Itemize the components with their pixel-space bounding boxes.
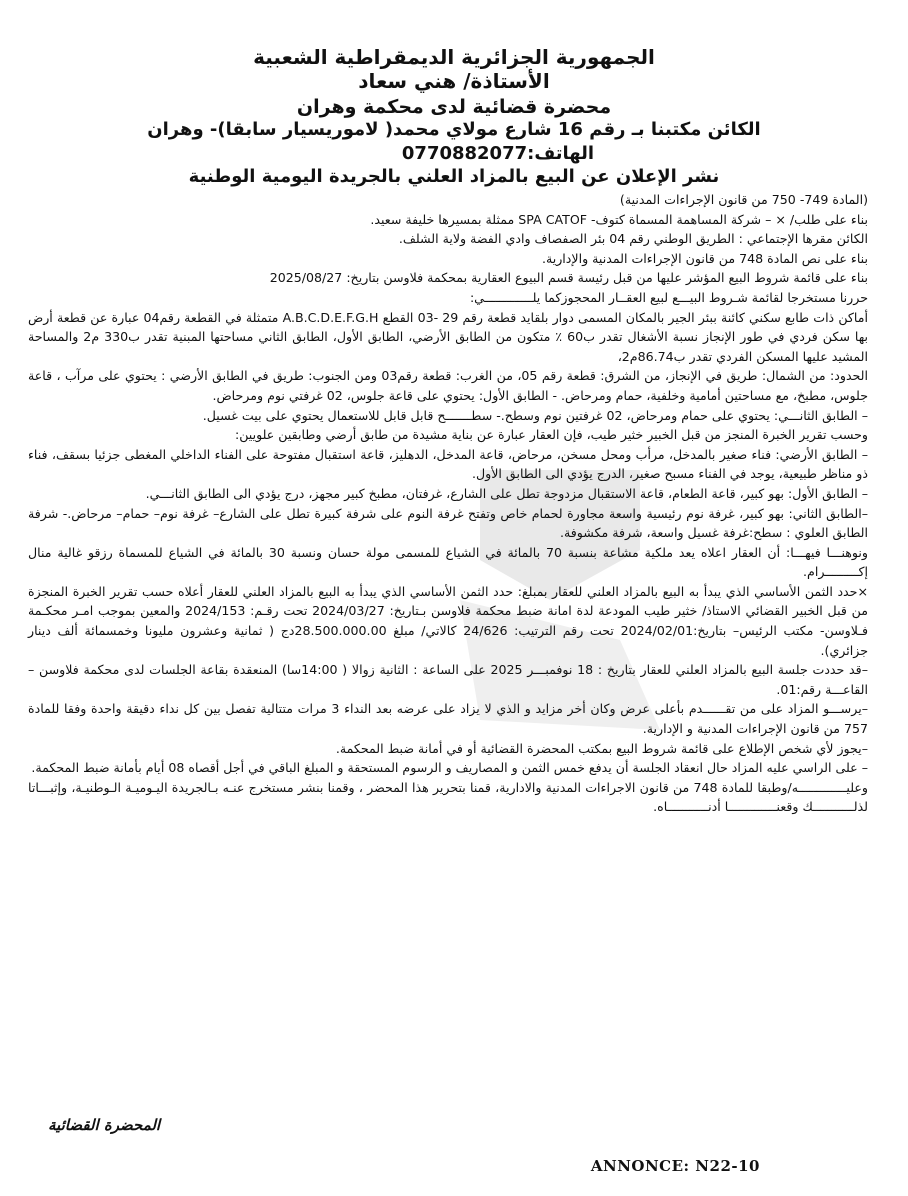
body-paragraph: الحدود: من الشمال: طريق في الإنجاز، من الشرق: قطعة رقم 05، من الغرب: قطعة رقم03 ومن الجنوب: طريق في الطابق الأرضي : يحتوي على مرآب ، قاعة جلوس، مطبخ، مع مساحتين أمامية وخلفية، حمام ومرحاض. - الطابق الأول: يحتوي على قاعة جلوس، 02 غرفتي نوم ومرحاض. — [28, 368, 869, 403]
body-paragraph: ونوهنـــا فيهـــا: أن العقار اعلاه يعد ملكية مشاعة بنسبة 70 بالمائة في الشياع للمسمى مولة حسان ونسبة 30 بالمائة في الشياع للمسماة رزقو غالية منال إكـــــــــرام. — [28, 544, 868, 580]
body-paragraph: ×حدد الثمن الأساسي الذي يبدأ به البيع بالمزاد العلني للعقار بمبلغ: حدد الثمن الأساسي الذي يبدأ به البيع بالمزاد العلني للعقار أعلاه حسب تقرير الخبرة المنجزة من قبل الخبير القضائي الاستاذ/ خثير طيب المودعة لدة امانة ضبط محكمة فلاوسن بـتاريخ: 2024/03/27 تحت رقـم: 2024/153 والمعين بموجب امـر محكـمة فـلاوسن- مكتب الرئيس– بتاريخ:2024/02/01 تحت رقم الترتيب: 24/626 كالاتي/ مبلغ 28.500.000.00دج ( ثمانية وعشرون مليونا وخمسمائة ألف دينار جزائري). — [28, 583, 868, 658]
body-paragraph: حررنا مستخرجا لقائمة شـروط البيـــع لبيع العقــار المحجوزكما يلـــــــــــــي: — [469, 289, 868, 305]
body-paragraph: وحسب تقرير الخبرة المنجز من قبل الخبير خثير طيب، فإن العقار عبارة عن بناية مشيدة من طابق أرضي وطابقين علويين: — [234, 427, 868, 443]
office-address: الكائن مكتبنا بـ رقم 16 شارع مولاي محمد( لاموريسيار سابقا)- وهران — [147, 119, 761, 140]
notice-title: نشر الإعلان عن البيع بالمزاد العلني بالجريدة اليومية الوطنية — [188, 166, 720, 187]
notice-body — [28, 190, 868, 817]
signature-label: المحضرة القضائية — [48, 1116, 161, 1134]
body-paragraph: الكائن مقرها الإجتماعي : الطريق الوطني رقم 04 بئر الصفصاف وادي الفضة ولاية الشلف. — [398, 231, 868, 247]
body-paragraph: بناء على نص المادة 748 من قانون الإجراءات المدنية والإدارية. — [541, 250, 868, 266]
office-phone: الهاتف:0770882077 — [401, 143, 595, 164]
body-paragraph: أماكن ذات طابع سكني كائنة ببئر الجير بالمكان المسمى دوار بلقايد قطعة رقم 29 -03 القطع A.B.C.D.E.F.G.H متمثلة في القطعة رقم04 عبارة عن قطعة أرض بها سكن فردي في طور الإنجاز نسبة الأشغال تقدر ب60 ٪ متكون من الطابق الأرضي، الطابق الأول، الطابق الثاني مساحتها المبنية تقدر ب330 م2 والمساحة المشيد عليها المسكن الفردي تقدر ب86.74م2، — [28, 309, 869, 364]
body-paragraph: – الطابق الثانـــي: يحتوي على حمام ومرحاض، 02 غرفتين نوم وسطح.- سطـــــــح قابل قابل للاستعمال يحتوي على بيت غسيل. — [202, 407, 868, 423]
body-paragraph: – الطابق الأرضي: فناء صغير بالمدخل، مرأب ومحل مسخن، مرحاض، قاعة المدخل، الدهليز، قاعة استقبال مفتوحة على الفناء الداخلي المغطى جزئيا بسقف، فناء ذو مناظر طبيعية، يوجد في الفناء مسبح صغير، الدرج يؤدي الى الطابق الأول. — [28, 446, 868, 482]
body-paragraph: وعليـــــــــــــه/وطبقا للمادة 748 من قانون الاجراءات المدنية والادارية، قمنا بتحرير هذا المحضر ، وقمنا بنشر مستخرج عنـه بـالجريدة اليـوميـة الـوطنيـة، وإثبـــاتا لذلـــــــــــك وقعنـــــــــــــا أدنـــــــــــاه. — [28, 779, 868, 815]
bailiff-name: الأستاذة/ هني سعاد — [358, 69, 550, 93]
body-paragraph: –يجوز لأي شخص الإطلاع على قائمة شروط البيع بمكتب المحضرة القضائية أو في أمانة ضبط المحكمة. — [335, 740, 868, 756]
annonce-number: ANNONCE: N22-10 — [590, 1157, 760, 1175]
body-paragraph: بناء على طلب/ × – شركة المساهمة المسماة كتوف- SPA CATOF ممثلة بمسيرها خليفة سعيد. — [370, 211, 868, 227]
body-paragraph: –يرســـو المزاد على من تقــــــدم بأعلى عرض وكان أخر مزايد و الذي لا يزاد على عرضه بعد النداء 3 مرات متتالية تفصل بين كل نداء دقيقة واحدة وفقا للمادة 757 من قانون الإجراءات المدنية و الإدارية. — [28, 701, 868, 737]
body-paragraph: (المادة 749- 750 من قانون الإجراءات المدنية) — [619, 192, 868, 207]
body-paragraph: – على الراسي عليه المزاد حال انعقاد الجلسة أن يدفع خمس الثمن و المصاريف و الرسوم المستحقة و المبلغ الباقي في أجل أقصاه 08 أيام بأمانة ضبط المحكمة. — [31, 760, 868, 776]
body-paragraph: –الطابق الثاني: بهو كبير، غرفة نوم رئيسية واسعة مجاورة لحمام خاص وتفتح غرفة النوم على شرفة كبيرة تطل على الشارع– غرفة نوم– حمام– مرحاض.- شرفة الطابق العلوي : سطح:غرفة غسيل واسعة، شرفة مكشوفة. — [28, 505, 868, 541]
body-paragraph: – الطابق الأول: بهو كبير، قاعة الطعام، قاعة الاستقبال مزدوجة تطل على الشارع، غرفتان، مطبخ كبير مجهز، درج يؤدي الى الطابق الثانـــي. — [145, 485, 868, 501]
republic-heading: الجمهورية الجزائرية الديمقراطية الشعبية — [253, 45, 655, 69]
bailiff-court: محضرة قضائية لدى محكمة وهران — [296, 96, 612, 118]
body-paragraph: بناء على قائمة شروط البيع المؤشر عليها من قبل رئيسة قسم البيوع العقارية بمحكمة فلاوسن بتاريخ: 2025/08/27 — [269, 270, 868, 286]
body-paragraph: –قد حددت جلسة البيع بالمزاد العلني للعقار بتاريخ : 18 نوفمبـــر 2025 على الساعة : الثانية زوالا ( 14:00سا) المنعقدة بقاعة الجلسات لدى محكمة فلاوسن – القاعـــة رقم:01. — [28, 662, 868, 697]
